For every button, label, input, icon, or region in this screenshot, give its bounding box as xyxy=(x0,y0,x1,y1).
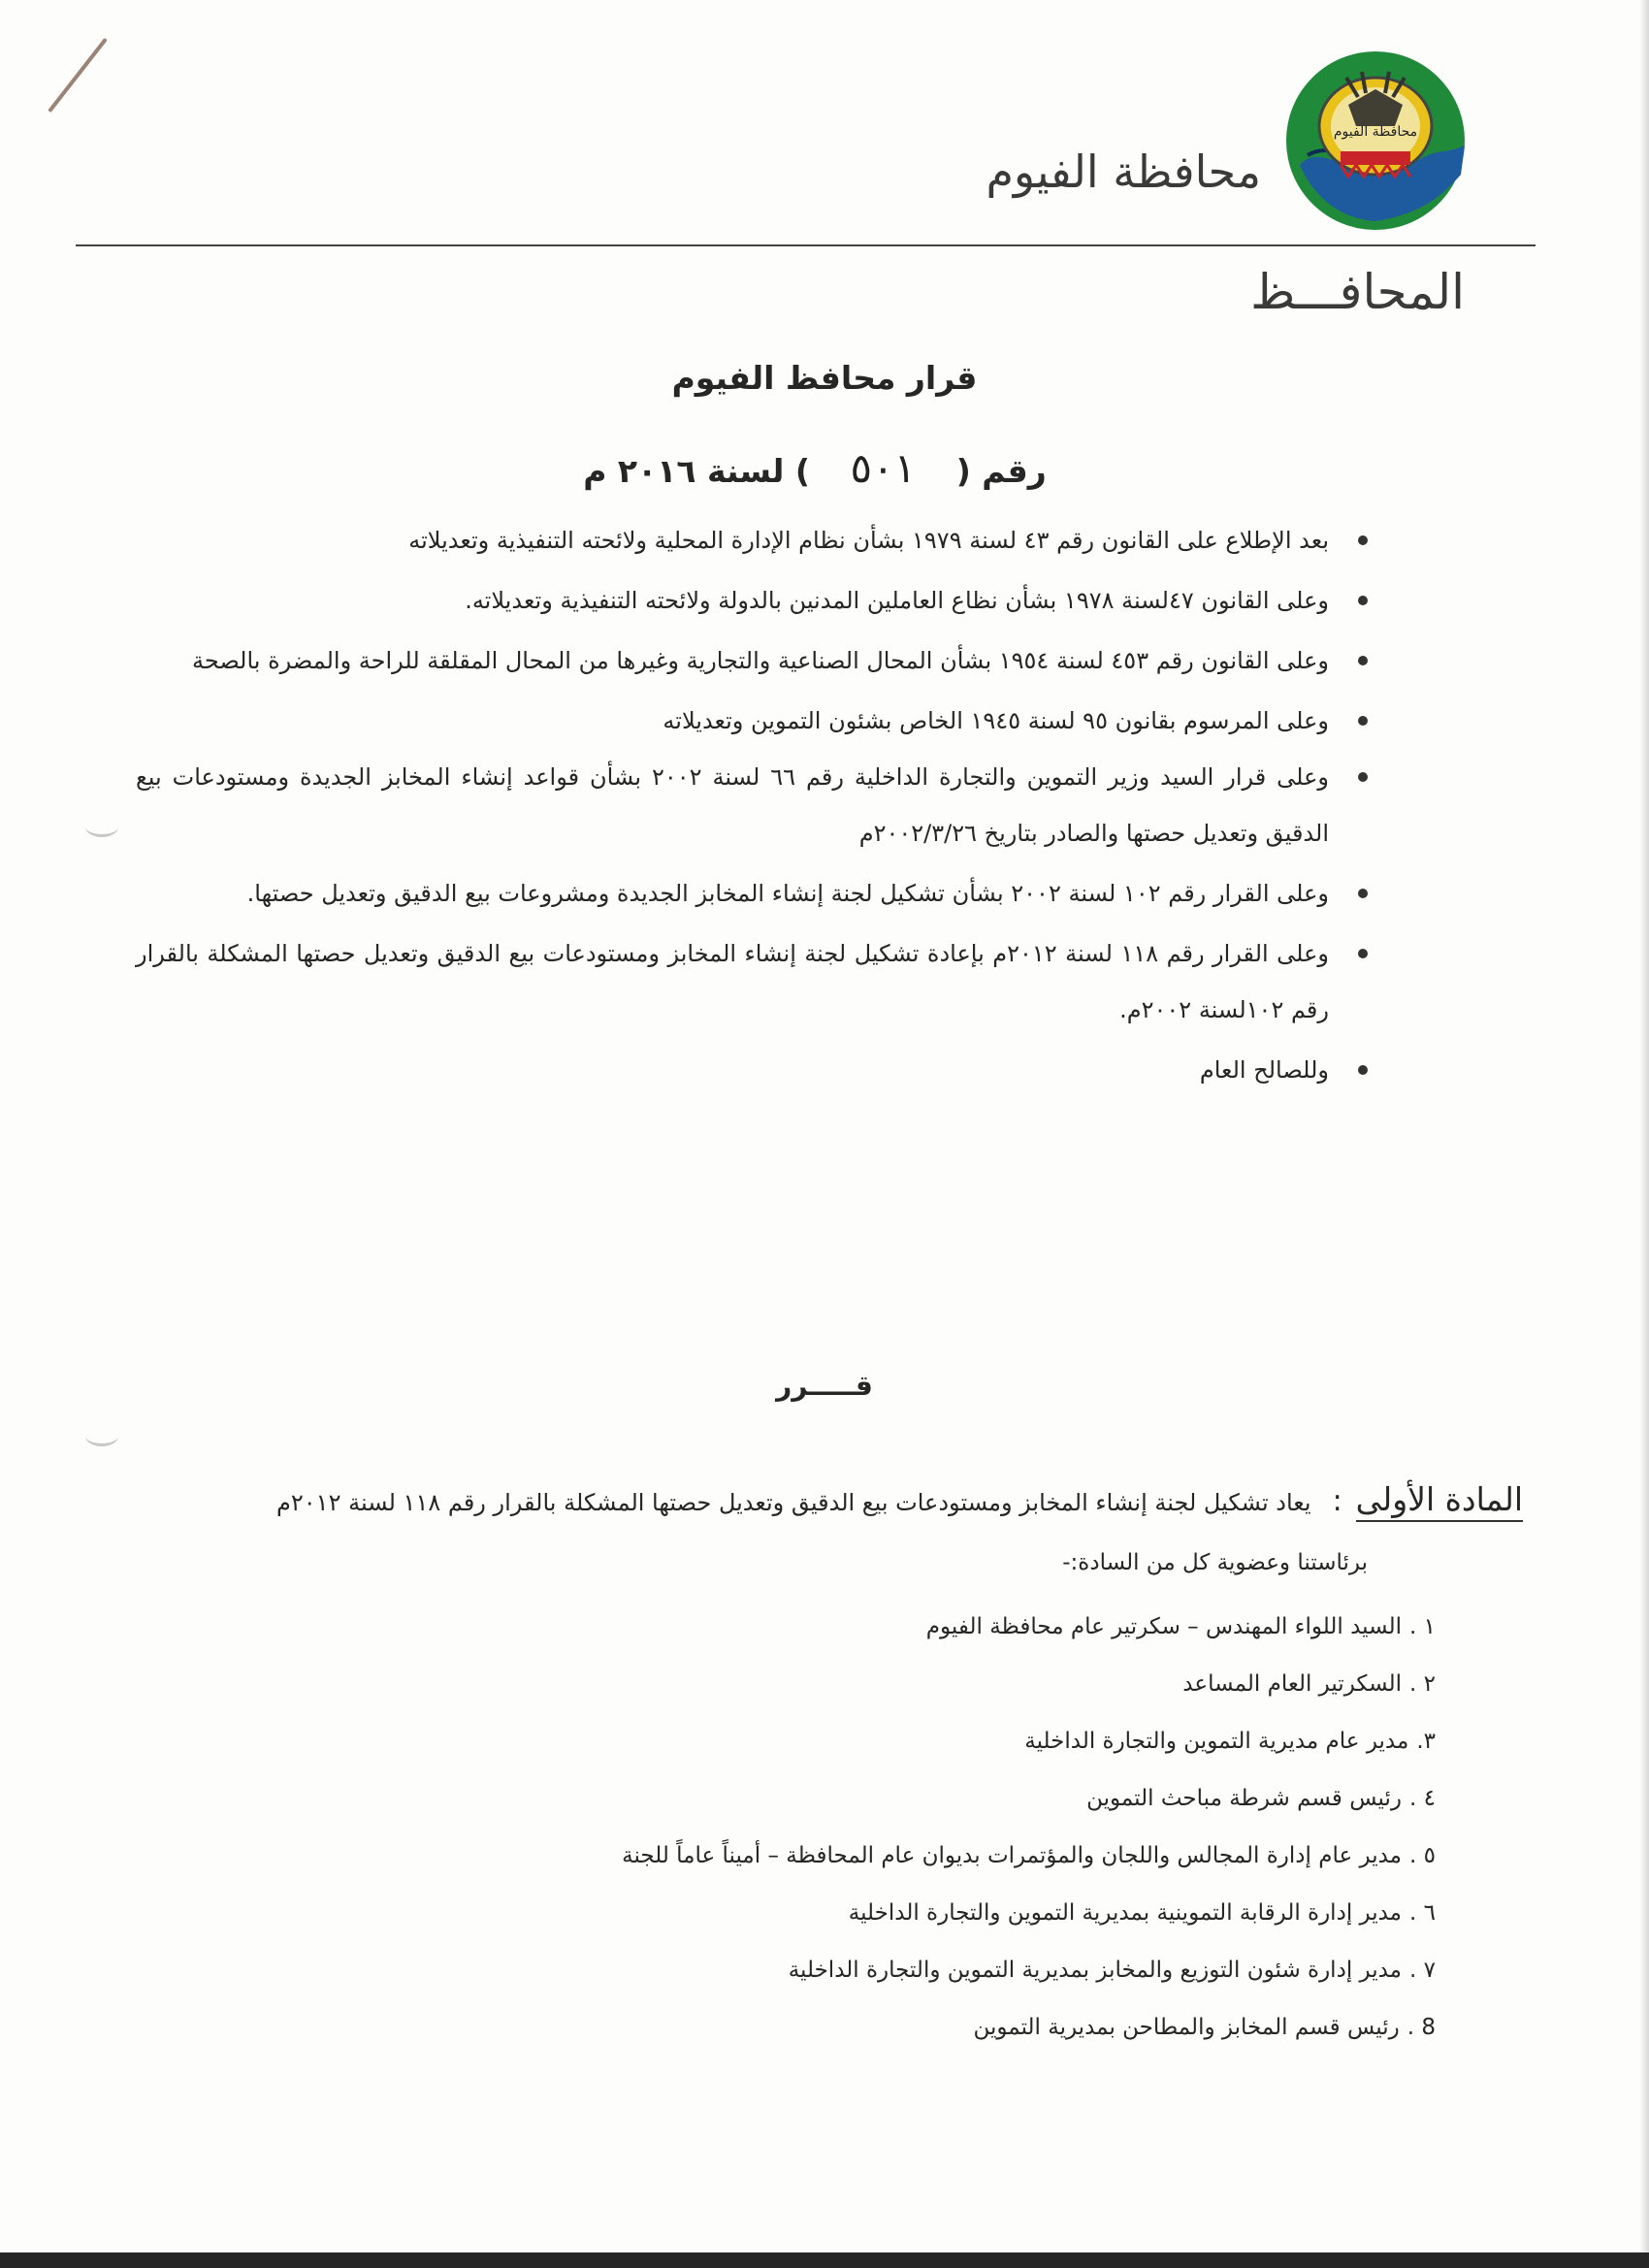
decree-number-prefix: رقم ( xyxy=(955,452,1047,490)
preamble-item: وعلى القانون ٤٧لسنة ١٩٧٨ بشأن نظاع العاملين المدنين بالدولة ولائحته التنفيذية وتعديلاته. xyxy=(136,572,1368,632)
member-text: مدير عام إدارة المجالس واللجان والمؤتمرات بديوان عام المحافظة – أميناً عاماً للجنة xyxy=(622,1843,1403,1868)
decided-heading: قـــــرر xyxy=(776,1370,873,1402)
preamble-item: وعلى القانون رقم ٤٥٣ لسنة ١٩٥٤ بشأن المحال الصناعية والتجارية وغيرها من المحال المقلقة للراحة والمضرة بالصحة xyxy=(136,632,1368,693)
member-text: السكرتير العام المساعد xyxy=(1182,1671,1403,1697)
member-text: السيد اللواء المهندس – سكرتير عام محافظة الفيوم xyxy=(925,1614,1403,1639)
article-one xyxy=(78,1480,1523,1518)
member-text: مدير إدارة الرقابة التموينية بمديرية التموين والتجارة الداخلية xyxy=(848,1900,1403,1926)
pen-stroke-mark xyxy=(48,38,108,113)
scanner-bottom-band xyxy=(0,2252,1649,2268)
governorate-name: محافظة الفيوم xyxy=(986,146,1261,198)
member-number: ١ . xyxy=(1409,1614,1436,1639)
member-number: ٦ . xyxy=(1409,1900,1436,1926)
decree-title: قرار محافظ الفيوم xyxy=(671,359,978,397)
article-one-colon: : xyxy=(1332,1484,1342,1518)
preamble-item: وعلى المرسوم بقانون ٩٥ لسنة ١٩٤٥ الخاص بشئون التموين وتعديلاته xyxy=(136,693,1368,749)
member-text: مدير عام مديرية التموين والتجارة الداخلية xyxy=(1024,1729,1409,1754)
preamble-list xyxy=(136,512,1368,1098)
page-edge-shadow xyxy=(1639,0,1649,2268)
decree-number-handwritten: ٥٠١ xyxy=(850,444,917,492)
member-item xyxy=(388,1770,1436,1828)
member-item xyxy=(388,1942,1436,1999)
governorate-emblem-logo xyxy=(1278,49,1472,233)
header-divider xyxy=(76,244,1536,246)
preamble-item: وعلى القرار رقم ١١٨ لسنة ٢٠١٢م بإعادة تشكيل لجنة إنشاء المخابز ومستودعات بيع الدقيق وتعديل حصتها المشكلة بالقرار رقم ١٠٢لسنة ٢٠٠٢م. xyxy=(136,925,1368,1042)
preamble-item: وعلى القرار رقم ١٠٢ لسنة ٢٠٠٢ بشأن تشكيل لجنة إنشاء المخابز الجديدة ومشروعات بيع الدقيق وتعديل حصتها. xyxy=(136,865,1368,925)
member-number: ٥ . xyxy=(1409,1843,1436,1868)
member-text: رئيس قسم المخابز والمطاحن بمديرية التموين xyxy=(973,2015,1400,2040)
member-item xyxy=(388,1713,1436,1770)
committee-members-list xyxy=(388,1599,1436,2057)
punch-hole-mark xyxy=(85,1426,118,1446)
member-text: رئيس قسم شرطة مباحث التموين xyxy=(1086,1786,1403,1811)
member-number: ٤ . xyxy=(1409,1786,1436,1811)
member-item xyxy=(388,1828,1436,1885)
member-number: ٧ . xyxy=(1409,1958,1436,1983)
member-text: مدير إدارة شئون التوزيع والمخابز بمديرية التموين والتجارة الداخلية xyxy=(788,1958,1403,1983)
decree-number-suffix: ) لسنة ٢٠١٦ م xyxy=(583,452,811,490)
preamble-item: وللصالح العام xyxy=(136,1042,1368,1098)
member-number: ٣. xyxy=(1416,1729,1436,1754)
preamble-item: وعلى قرار السيد وزير التموين والتجارة الداخلية رقم ٦٦ لسنة ٢٠٠٢ بشأن قواعد إنشاء المخابز الجديدة ومستودعات بيع الدقيق وتعديل حصتها والصادر بتاريخ ٢٠٠٢/٣/٢٦م xyxy=(136,749,1368,865)
member-item xyxy=(388,1599,1436,1656)
article-one-text: يعاد تشكيل لجنة إنشاء المخابز ومستودعات بيع الدقيق وتعديل حصتها المشكلة بالقرار رقم ١١٨ لسنة ٢٠١٢م xyxy=(276,1489,1311,1516)
article-one-label: المادة الأولى xyxy=(1356,1480,1523,1522)
member-item xyxy=(388,1999,1436,2057)
chair-line: برئاستنا وعضوية كل من السادة:- xyxy=(1062,1550,1368,1575)
office-title: المحافـــظ xyxy=(1250,264,1465,320)
decree-number-line xyxy=(504,444,1125,492)
preamble-item: بعد الإطلاع على القانون رقم ٤٣ لسنة ١٩٧٩ بشأن نظام الإدارة المحلية ولائحته التنفيذية وتعديلاته xyxy=(136,512,1368,572)
emblem-text: محافظة الفيوم xyxy=(1333,124,1418,140)
member-item xyxy=(388,1656,1436,1713)
member-number: ٢ . xyxy=(1409,1671,1436,1697)
member-number: 8 . xyxy=(1406,2015,1436,2040)
punch-hole-mark xyxy=(85,817,118,837)
member-item xyxy=(388,1885,1436,1942)
